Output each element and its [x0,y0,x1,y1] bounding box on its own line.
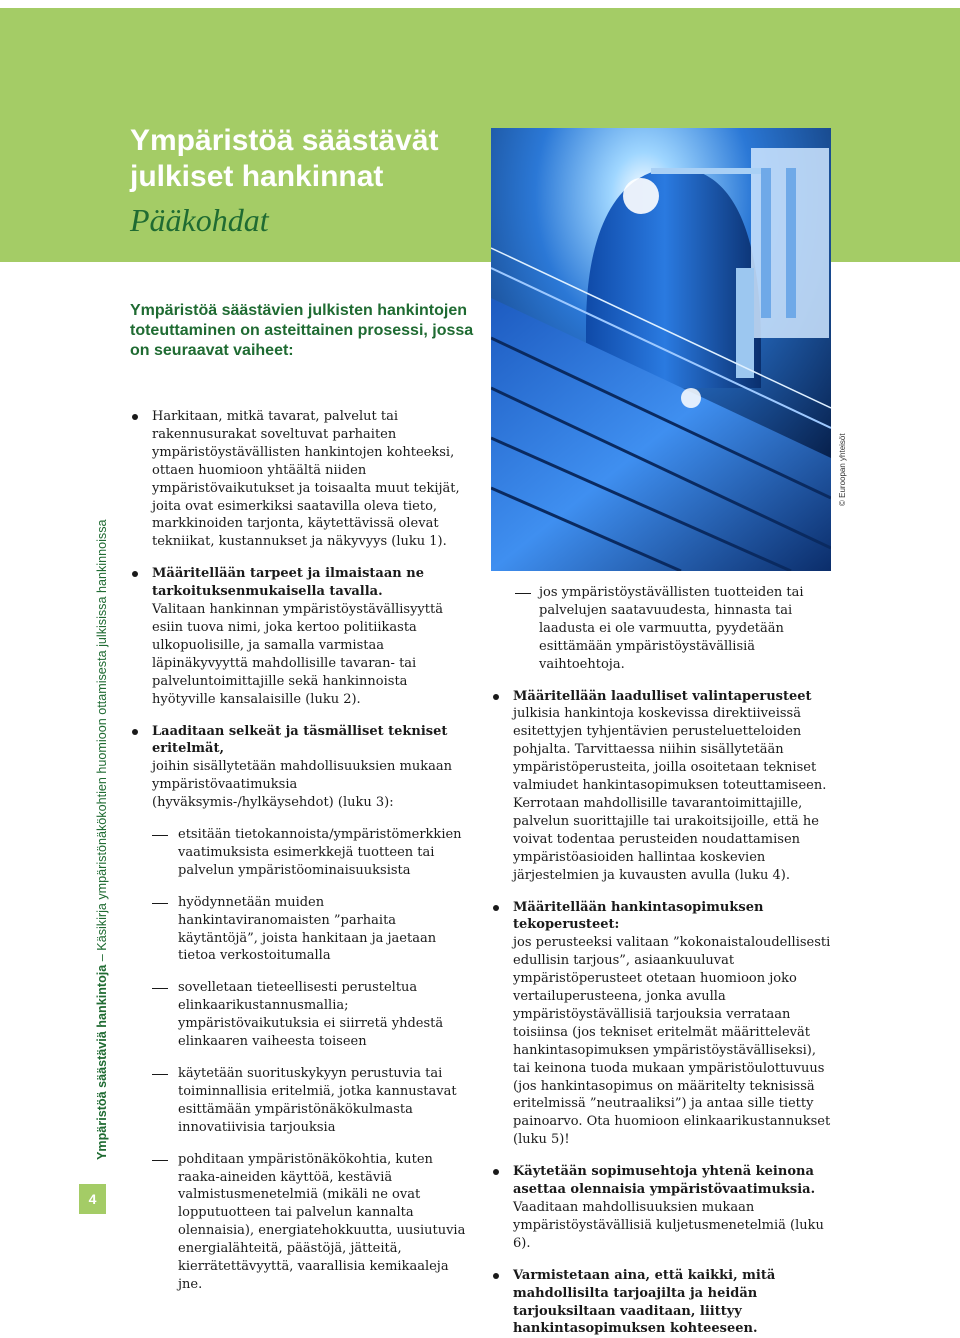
photo-credit: © Euroopan yhteisöt [838,433,847,506]
side-title-bold: Ympäristöä säästäviä hankintoja [95,964,109,1160]
bullet-4-text: julkisia hankintoja koskevissa direktiiveissä esitettyjen tyhjentävien perusteluetteloiden pohjalta. Tarvittaessa niihin sisällytetään ympäristöperusteita, joilla osoitetaan tekniset valmiudet hankintasopimuksen toteuttamiseen. Kerrotaan mahdollisille tavarantoimittajille, palvelun suorittajille tai urakoitsijoille, että he voivat todentaa perusteiden noudattamisen ympäristöasioiden hallintaa koskevien järjestelmien ja kuvausten avulla (luku 4). [513,706,827,883]
bullet-item-4 [491,688,833,885]
dash-2-text: hyödynnetään muiden hankintaviranomaisten ”parhaita käytäntöjä”, joista hankitaan ja jaetaan tietoa verkostoitumalla [178,894,437,964]
dash-item-4 [130,1065,470,1137]
dash-item-1 [130,826,470,880]
bullet-5-text: jos perusteeksi valitaan ”kokonaistaloudellisesti edullisin tarjous”, asiaankuuluvat ympäristöperusteet otetaan huomioon joko vertailuperusteena, jonka avulla ympäristöystävällisiä tarjouksia verrataan toisiinsa (jos tekniset eritelmät määrittelevät hankintasopimuksen ympäristöystävälliseksi), tai keinona tuoda mukaan ympäristöulottuvuus (jos hankintasopimus on määritelty teknisissä eritelmissä ”neutraaliksi”) ja antaa sille tietty painoarvo. Ota huomioon elinkaarikustannukset (luku 5)! [513,935,831,1148]
bullet-2-bold: Määritellään tarpeet ja ilmaistaan ne tarkoituksenmukaisella tavalla. [152,566,424,600]
page-title [130,123,490,195]
intro-heading: Ympäristöä säästävien julkisten hankintojen toteuttaminen on asteittainen prosessi, jossa on seuraavat vaiheet: [130,302,474,359]
dash-4-text: käytetään suorituskykyyn perustuvia tai toiminnallisia eritelmiä, jotka kannustavat esittämään ympäristönäkökulmasta innovatiivisia tarjouksia [178,1066,457,1135]
dash-6-text: jos ympäristöystävällisten tuotteiden tai palvelujen saatavuudesta, hinnasta tai laadusta ei ole varmuutta, pyydetään esittämään ympäristöystävällisiä vaihtoehtoja. [539,585,804,672]
bullet-item-1 [130,408,470,551]
dash-1-text: etsitään tietokannoista/ympäristömerkkien vaatimuksista esimerkkejä tuotteen tai palvelun ympäristöominaisuuksista [178,827,462,878]
bullet-item-2 [130,565,470,708]
bullet-3-bold: Laaditaan selkeät ja täsmälliset tekniset eritelmät, [152,723,448,757]
side-title-rest: – Käsikirja ympäristönäkökohtien huomioon ottamisesta julkisissa hankinnoissa [95,519,109,965]
bullet-5-bold: Määritellään hankintasopimuksen tekoperusteet: [513,899,764,933]
cover-photo-illustration [491,128,831,571]
left-column [130,408,470,1294]
title-line-2: julkiset hankinnat [130,160,384,193]
bullet-4-bold: Määritellään laadulliset valintaperusteet [513,688,812,704]
dash-item-2 [130,894,470,966]
right-column [491,584,833,1338]
side-running-title [95,520,109,1161]
page-number: 4 [79,1184,106,1214]
cover-photo [491,128,831,571]
bullet-item-7 [491,1267,833,1338]
bullet-item-5 [491,899,833,1150]
dash-item-5 [130,1151,470,1294]
bullet-7-bold: Varmistetaan aina, että kaikki, mitä mahdollisilta tarjoajilta ja heidän tarjouksiltaan vaaditaan, liittyy hankintasopimuksen kohteeseen. [513,1267,776,1337]
bullet-2-text: Valitaan hankinnan ympäristöystävällisyyttä esiin tuova nimi, joka kertoo politiikasta ulkopuolisille, ja samalla varmistaa läpinäkyvyyttä mahdollisille tavaran- tai palveluntoimittajille sekä hankinnoista hyötyville kansalaisille (luku 2). [152,602,443,707]
dash-item-6 [491,584,833,674]
dash-3-text: sovelletaan tieteellisesti perusteltua elinkaarikustannusmallia; ympäristövaikutuksia ei siirretä yhdestä elinkaaren vaiheesta toiseen [178,980,444,1050]
bullet-3-text: joihin sisällytetään mahdollisuuksien mukaan ympäristövaatimuksia (hyväksymis-/hylkäysehdot) (luku 3): [152,759,452,811]
bullet-6-text: Vaaditaan mahdollisuuksien mukaan ympäristöystävällisiä kuljetusmenetelmiä (luku 6). [513,1200,824,1251]
bullet-6-bold: Käytetään sopimusehtoja yhtenä keinona asettaa olennaisia ympäristövaatimuksia. [513,1164,816,1198]
page-subtitle: Pääkohdat [130,202,269,238]
dash-5-text: pohditaan ympäristönäkökohtia, kuten raaka-aineiden käyttöä, kestäviä valmistusmenetelmiä (mikäli ne ovat lopputuotteen tai palvelun kannalta olennaisia), energiatehokkuutta, uusiutuvia energialähteitä, päästöjä, jätteitä, kierrätettävyyttä, vaarallisia kemikaaleja jne. [178,1151,466,1292]
dash-item-3 [130,979,470,1051]
title-line-1: Ympäristöä säästävät [130,124,439,157]
bullet-item-3 [130,723,470,813]
bullet-1-text: Harkitaan, mitkä tavarat, palvelut tai rakennusurakat soveltuvat parhaiten ympäristöystävällisten hankintojen kohteeksi, ottaen huomioon yhtäältä niiden ympäristövaikutukset ja toisaalta muut tekijät, joita ovat esimerkiksi saatavilla oleva tieto, markkinoiden tarjonta, käytettävissä olevat tekniikat, kustannukset ja näkyvyys (luku 1). [152,409,460,550]
bullet-item-6 [491,1163,833,1253]
